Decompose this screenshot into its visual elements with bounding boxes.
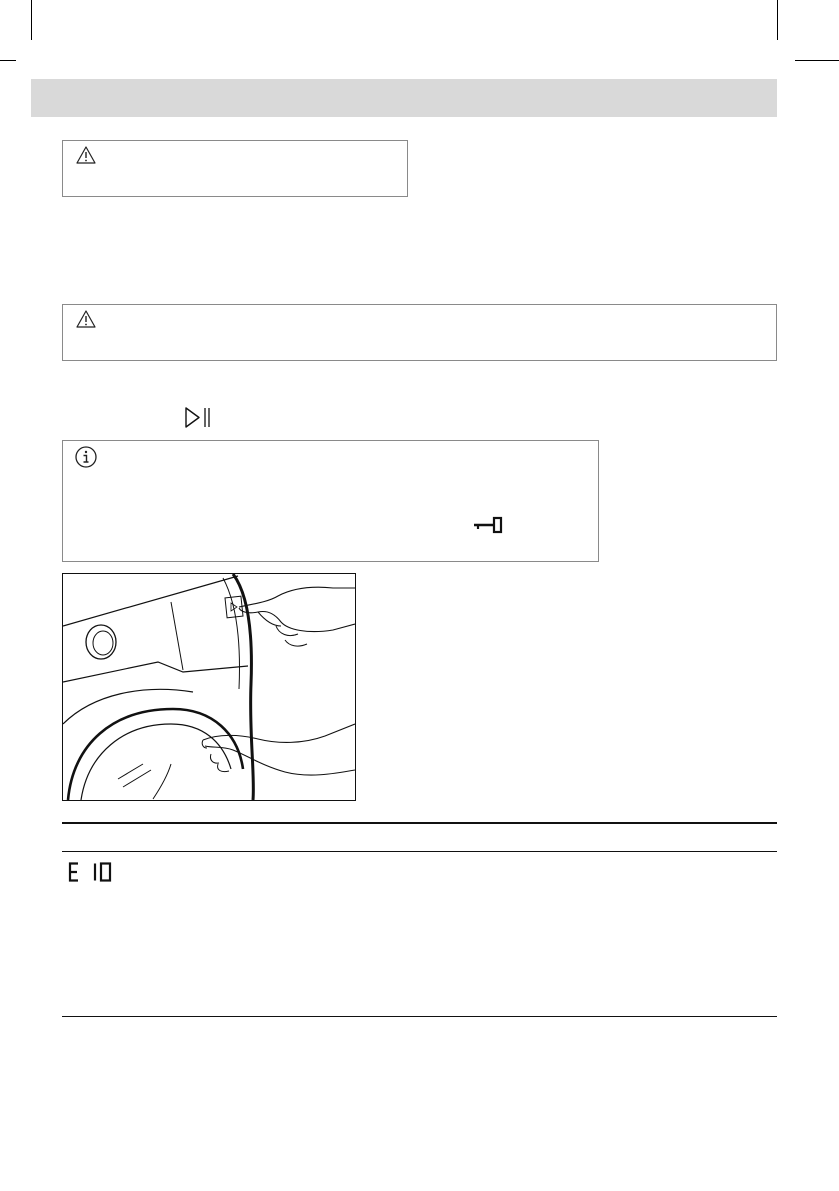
warning-box-2 xyxy=(62,304,777,361)
crop-mark-top-left-v xyxy=(31,0,32,40)
start-pause-icon xyxy=(184,406,216,430)
crop-mark-top-right-v xyxy=(777,0,778,40)
washing-machine-door-illustration xyxy=(62,573,356,801)
warning-icon xyxy=(76,310,96,328)
table-header-rule xyxy=(62,851,777,852)
warning-box-1 xyxy=(62,140,408,197)
table-bottom-rule xyxy=(62,1016,777,1017)
crop-mark-top-right-h xyxy=(795,60,839,61)
section-header-bar xyxy=(31,79,777,117)
info-icon xyxy=(74,445,98,469)
warning-icon xyxy=(76,146,96,164)
table-top-rule xyxy=(62,822,777,824)
error-code-display-e10 xyxy=(68,862,114,882)
info-note-box xyxy=(62,440,599,562)
child-lock-key-icon xyxy=(472,516,504,534)
crop-mark-top-left-h xyxy=(0,60,16,61)
